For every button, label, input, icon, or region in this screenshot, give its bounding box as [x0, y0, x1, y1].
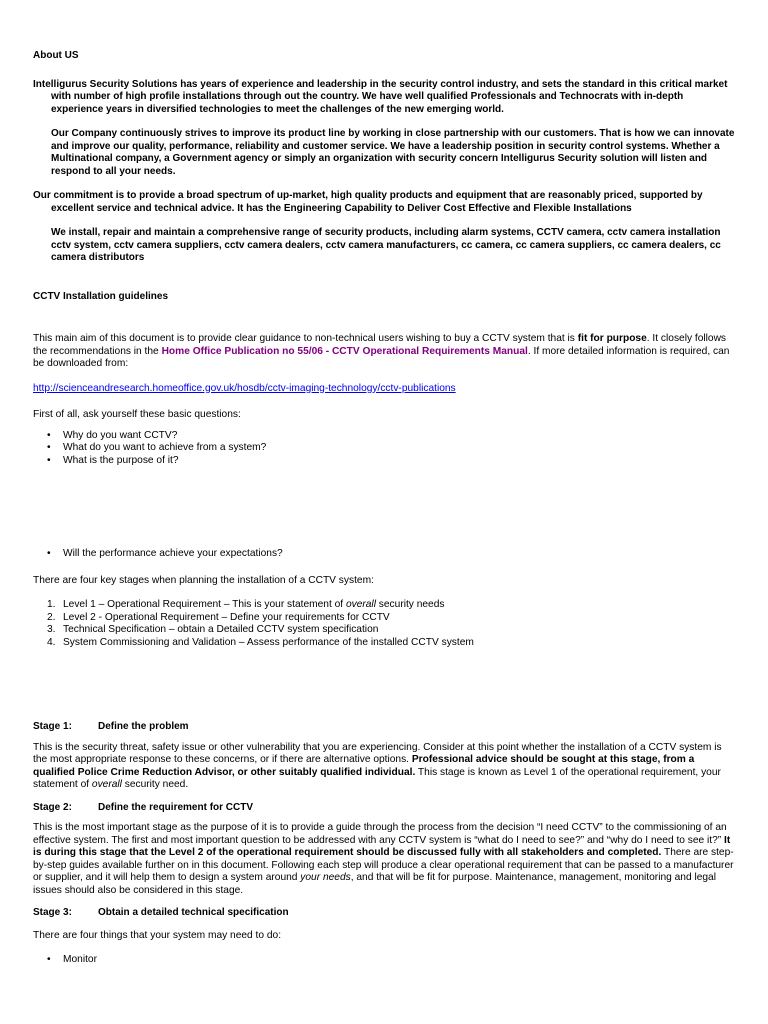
list-item: 1. Level 1 – Operational Requirement – This is your statement of overall security needs [47, 599, 445, 610]
stage-2-heading [33, 802, 735, 815]
list-item: • What do you want to achieve from a system? [63, 442, 735, 455]
fit-for-purpose-emphasis: fit for purpose [577, 333, 647, 344]
stage-3-heading [33, 907, 735, 920]
home-office-publication-title: Home Office Publication no 55/06 - CCTV Operational Requirements Manual [161, 345, 528, 357]
publications-link[interactable]: http://scienceandresearch.homeoffice.gov.uk/hosdb/cctv-imaging-technology/cctv-publications [33, 382, 456, 394]
intro-text-b: . It closely follows the recommendations in the [33, 333, 727, 357]
intro-text-c: . If more detailed information is required, can be downloaded from: [33, 345, 730, 369]
stage-2-body: This is the most important stage as the purpose of it is to provide a guide through the process from the decision “I need CCTV” to the commissioning of an effective system. The first and most important question to be addressed with any CCTV system is “what do I need to see?” and “why do I need to see it?” It is during this stage that the Level 2 of the operational requirement should be discussed fully with all stakeholders and completed. There are step-by-step guides available further on in this document. Following each step will produce a clear operational requirement that can be passed to a manufacturer or supplier, and it will help them to design a system around your needs, and that will be fit for purpose. Maintenance, management, monitoring and legal issues should also be considered in this stage. [33, 822, 734, 896]
list-item: • Will the performance achieve your expectations? [63, 548, 735, 561]
list-item: • What is the purpose of it? [63, 455, 735, 468]
stage-1-title: Define the problem [98, 721, 189, 732]
about-heading: About US [33, 50, 79, 61]
stage-3-list [33, 954, 735, 967]
list-item: 3. Technical Specification – obtain a Detailed CCTV system specification [47, 624, 379, 635]
list-item: 4. System Commissioning and Validation – Assess performance of the installed CCTV system [47, 636, 474, 648]
stage-1-label: Stage 1: [33, 721, 72, 732]
four-stages-intro: There are four key stages when planning the installation of a CCTV system: [33, 574, 374, 586]
list-item: • Why do you want CCTV? [63, 430, 735, 443]
url-paragraph [33, 383, 735, 396]
about-paragraph-4: We install, repair and maintain a comprehensive range of security products, including alarm systems, CCTV camera, cctv camera installation cctv system, cctv camera suppliers, cctv camera dealers, cctv camera manufacturers, cc camera, cc camera suppliers, cc camera dealers, cc camera distributors [51, 227, 721, 263]
intro-text-a: This main aim of this document is to provide clear guidance to non-technical users wishing to buy a CCTV system that is [33, 333, 578, 344]
about-paragraph-2: Our Company continuously strives to improve its product line by working in close partnership with our customers. That is how we can innovate and improve our quality, performance, reliability and customer service. We have a leadership position in security control systems. Whether a Multinational company, a Government agency or simply an organization with security concern Intelligurus Security solution will listen and respond to all your needs. [51, 128, 735, 177]
questions-list [33, 430, 735, 468]
list-item: 2. Level 2 - Operational Requirement – Define your requirements for CCTV [47, 611, 390, 623]
guidelines-heading: CCTV Installation guidelines [33, 290, 169, 302]
stage-3-label: Stage 3: [33, 907, 72, 918]
stage-1-heading [33, 721, 735, 734]
stage-2-title: Define the requirement for CCTV [98, 801, 254, 813]
questions-list-continued [33, 548, 735, 561]
document-page [33, 50, 735, 967]
about-paragraph-3: Our commitment is to provide a broad spectrum of up-market, high quality products and equipment that are reasonably priced, supported by excellent service and technical advice. It has the Engineering Capability to Deliver Cost Effective and Flexible Installations [33, 190, 703, 214]
stage-3-intro: There are four things that your system may need to do: [33, 929, 282, 941]
stage-2-label: Stage 2: [33, 801, 72, 813]
ask-questions-text: First of all, ask yourself these basic questions: [33, 409, 241, 420]
guidelines-intro [33, 333, 735, 371]
stage-1-body: This is the security threat, safety issue or other vulnerability that you are experiencing. Consider at this point whether the installation of a CCTV system is the most appropriate response to these concerns, or if there are alternative options. Professional advice should be sought at this stage, from a qualified Police Crime Reduction Advisor, or other suitably qualified individual. This stage is known as Level 1 of the operational requirement, your statement of overall security need. [33, 741, 722, 790]
stages-list [33, 599, 735, 649]
about-paragraph-1: Intelligurus Security Solutions has years of experience and leadership in the security control industry, and sets the standard in this critical market with number of high profile installations through out the country. We have well qualified Professionals and Technocrats with in-depth experience years in diversified technologies to meet the challenges of the new emerging world. [33, 78, 728, 115]
list-item: • Monitor [63, 954, 735, 967]
stage-3-title: Obtain a detailed technical specification [98, 907, 289, 918]
